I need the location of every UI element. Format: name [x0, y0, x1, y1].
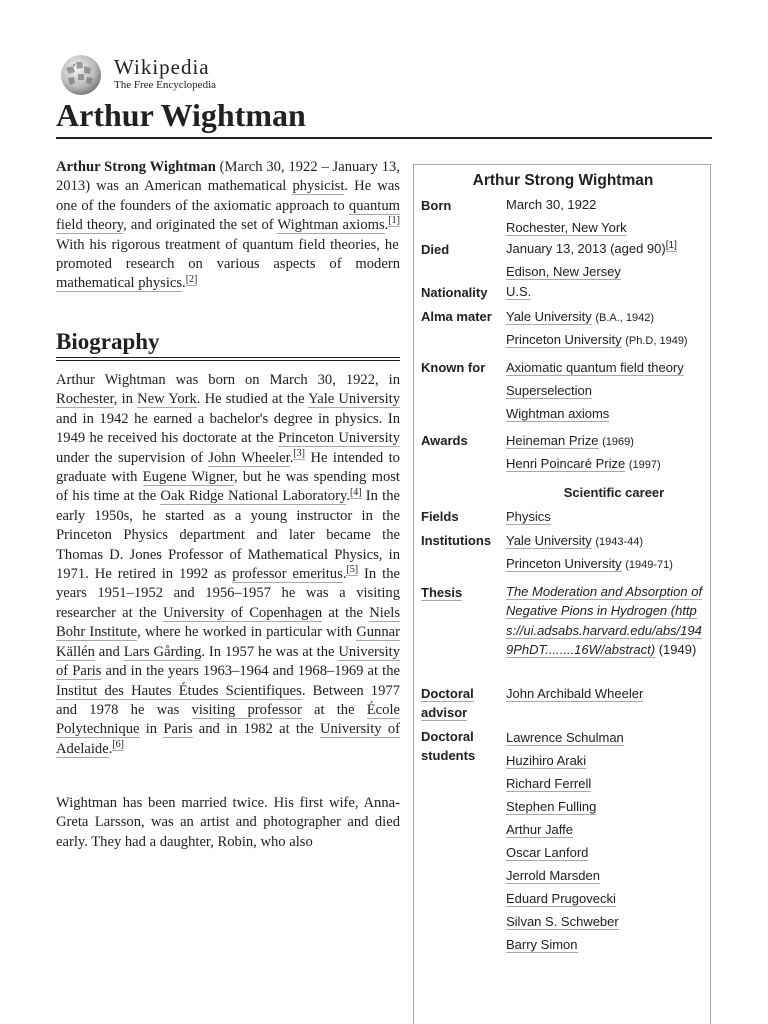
institution-note: (1949-71) — [625, 559, 673, 571]
infobox-value-nationality — [506, 282, 706, 305]
link-student[interactable]: Stephen Fulling — [506, 799, 597, 814]
infobox-title: Arthur Strong Wightman — [472, 172, 654, 189]
link-inst-princeton[interactable]: Princeton University — [506, 556, 622, 571]
link-student[interactable]: Arthur Jaffe — [506, 822, 573, 837]
link-heineman-prize[interactable]: Heineman Prize — [506, 433, 599, 448]
infobox-citation-1[interactable]: [1] — [665, 239, 677, 251]
bio-text: , where he worked in particular with — [137, 624, 357, 641]
bio-text: and in the years 1963–1964 and 1968–1969 at the — [101, 663, 401, 680]
bio-text: . — [289, 449, 294, 466]
born-date: March 30, 1922 — [506, 197, 597, 212]
bio-text: In the years 1951–1952 and 1956–1957 he was a visiting researcher at the — [56, 566, 400, 621]
wikipedia-wordmark: Wikipedia — [114, 55, 210, 79]
lead-text: . — [182, 275, 186, 292]
infobox-label-alma-mater: Alma mater — [421, 309, 492, 324]
infobox-section-scientific-career: Scientific career — [563, 485, 665, 500]
infobox-label-thesis — [421, 583, 462, 602]
link-yale-university[interactable]: Yale University — [308, 391, 400, 408]
bio-text: In the early 1950s, he started as a young instructor in the Princeton Physics department and later became the Thomas D. Jones Professor of Mathematical Physics, in 1971. He retired in 1992 as — [56, 488, 400, 583]
link-field-physics[interactable]: Physics — [506, 509, 551, 524]
infobox-value-alma-mater — [506, 307, 706, 353]
bio-text: . Between 1977 and 1978 he was — [56, 682, 400, 718]
citation-1[interactable]: [1] — [388, 215, 400, 227]
infobox-label-fields: Fields — [421, 509, 459, 524]
infobox-label-nationality: Nationality — [421, 285, 488, 300]
link-professor-emeritus[interactable]: professor emeritus — [232, 566, 343, 583]
award-note: (1997) — [628, 459, 661, 471]
infobox-value-known-for — [506, 358, 706, 427]
citation-4[interactable]: [4] — [349, 486, 362, 498]
infobox-label-institutions: Institutions — [421, 533, 492, 548]
lead-text: With his rigorous treatment of quantum field theories, he promoted research on various aspects of modern — [56, 236, 400, 273]
award-note: (1969) — [602, 436, 634, 448]
citation-5[interactable]: [5] — [346, 564, 359, 576]
section-divider — [56, 360, 400, 361]
link-alma-princeton[interactable]: Princeton University — [506, 332, 622, 347]
link-oak-ridge[interactable]: Oak Ridge National Laboratory — [160, 488, 347, 505]
link-student[interactable]: Jerrold Marsden — [506, 868, 600, 883]
infobox-value-awards — [506, 431, 706, 477]
bio-text: , but he was spending most of his time at the — [56, 469, 400, 505]
link-thesis-label[interactable]: Thesis — [421, 585, 463, 600]
subject-name: Arthur Strong Wightman — [56, 159, 216, 175]
link-known-wightman-axioms[interactable]: Wightman axioms — [506, 406, 610, 421]
infobox-label-known-for: Known for — [421, 360, 486, 375]
link-died-place[interactable]: Edison, New Jersey — [506, 264, 621, 279]
lead-text: . He was one of the founders of the axiomatic approach to — [56, 178, 400, 214]
link-advisor-wheeler[interactable]: John Archibald Wheeler — [506, 686, 644, 701]
link-born-place[interactable]: Rochester, New York — [506, 220, 627, 235]
bio-text: under the supervision of — [56, 449, 209, 466]
infobox-label-died: Died — [421, 242, 450, 257]
infobox-label-doctoral-advisor — [421, 684, 474, 722]
bio-text: , in — [113, 391, 138, 408]
link-thesis[interactable]: The Moderation and Absorption of Negative Pions in Hydrogen (https://ui.adsabs.harvard.edu/abs/1949PhDT........16W/abstract) — [506, 584, 703, 658]
link-known-superselection[interactable]: Superselection — [506, 383, 592, 398]
advisor-label-line[interactable]: Doctoral — [421, 686, 474, 701]
link-visiting-professor[interactable]: visiting professor — [191, 701, 302, 718]
link-student[interactable]: Eduard Prugovecki — [506, 891, 616, 906]
link-student[interactable]: Lawrence Schulman — [506, 730, 624, 745]
citation-2[interactable]: [2] — [185, 273, 198, 285]
students-label-line: Doctoral — [421, 729, 474, 744]
bio-text: in — [139, 721, 164, 738]
title-divider — [56, 137, 712, 139]
biography-paragraph — [56, 371, 400, 759]
bio-text: . In 1957 he was at the — [201, 643, 339, 660]
bio-text: at the — [301, 701, 367, 718]
link-student[interactable]: Oscar Lanford — [506, 845, 589, 860]
advisor-label-line[interactable]: advisor — [421, 705, 468, 720]
infobox-value-thesis — [506, 582, 706, 660]
link-university-of-paris[interactable]: University of Paris — [56, 643, 400, 680]
students-label-line: students — [421, 748, 476, 763]
link-student[interactable]: Silvan S. Schweber — [506, 914, 619, 929]
alma-note: (Ph.D, 1949) — [625, 335, 688, 347]
bio-text: and in 1982 at the — [192, 721, 320, 738]
lead-text: , and originated the set of — [123, 217, 278, 234]
link-nationality[interactable]: U.S. — [506, 284, 532, 299]
bio-text: . — [346, 488, 350, 505]
link-new-york[interactable]: New York — [137, 391, 197, 408]
infobox-value-born — [506, 195, 706, 241]
wikipedia-logo[interactable] — [56, 54, 256, 96]
bio-text: . He studied at the — [196, 391, 309, 408]
section-divider — [56, 357, 400, 358]
link-student[interactable]: Richard Ferrell — [506, 776, 592, 791]
link-john-wheeler[interactable]: John Wheeler — [208, 449, 290, 466]
infobox-label-born: Born — [421, 198, 452, 213]
thesis-year: (1949) — [655, 642, 697, 658]
citation-3[interactable]: [3] — [293, 447, 306, 459]
bio-text: . — [342, 566, 347, 583]
bio-text: He intended to graduate with — [56, 449, 400, 486]
link-ihes[interactable]: Institut des Hautes Études Scientifiques — [56, 682, 302, 699]
infobox-value-institutions — [506, 531, 706, 577]
link-student[interactable]: Barry Simon — [506, 937, 578, 952]
lead-paragraph — [56, 158, 400, 294]
link-eugene-wigner[interactable]: Eugene Wigner — [142, 469, 234, 486]
link-physicist[interactable]: physicist — [292, 178, 345, 195]
link-wightman-axioms[interactable]: Wightman axioms — [277, 217, 385, 234]
bio-text: and — [94, 643, 124, 660]
lead-text: (March 30, 1922 – January 13, 2013) was an American mathematical — [56, 159, 400, 195]
lead-text: . — [384, 217, 389, 234]
wikipedia-globe-icon — [56, 54, 106, 96]
alma-note: (B.A., 1942) — [595, 312, 655, 324]
link-inst-yale[interactable]: Yale University — [506, 533, 592, 548]
bio-text: Arthur Wightman was born on March 30, 1922, in — [56, 372, 400, 388]
citation-6[interactable]: [6] — [112, 738, 125, 750]
bio-text: and in 1942 he earned a bachelor's degree in physics. In 1949 he received his doctorate at the — [56, 410, 400, 447]
infobox-label-doctoral-students — [421, 727, 475, 765]
link-student[interactable]: Huzihiro Araki — [506, 753, 587, 768]
infobox — [413, 164, 711, 1024]
infobox-value-died — [506, 239, 706, 285]
link-university-of-adelaide[interactable]: University of Adelaide — [56, 721, 400, 757]
section-heading-biography: Biography — [56, 329, 160, 354]
page-title: Arthur Wightman — [56, 97, 306, 133]
link-quantum-field-theory[interactable]: quantum field theory — [56, 197, 400, 234]
link-mathematical-physics[interactable]: mathematical physics — [56, 275, 183, 292]
bio-text: . — [108, 740, 113, 757]
infobox-value-doctoral-advisor — [506, 684, 706, 707]
bio-text: at the — [322, 604, 370, 621]
died-date: January 13, 2013 (aged 90) — [506, 241, 666, 256]
link-university-of-copenhagen[interactable]: University of Copenhagen — [162, 604, 323, 621]
link-gunnar-kallen[interactable]: Gunnar Källén — [56, 624, 400, 660]
infobox-value-fields — [506, 507, 706, 530]
link-niels-bohr-institute[interactable]: Niels Bohr Institute — [56, 604, 401, 641]
link-paris[interactable]: Paris — [163, 721, 193, 738]
link-ecole-polytechnique[interactable]: École Polytechnique — [56, 701, 400, 738]
link-poincare-prize[interactable]: Henri Poincaré Prize — [506, 456, 626, 471]
personal-life-paragraph: Wightman has been married twice. His first wife, Anna-Greta Larsson, was an artist and photographer and died early. They had a daughter, Robin, who also — [56, 795, 400, 850]
infobox-value-doctoral-students — [506, 728, 706, 958]
wikipedia-tagline: The Free Encyclopedia — [114, 79, 217, 91]
infobox-label-awards: Awards — [421, 433, 468, 448]
link-known-aqft[interactable]: Axiomatic quantum field theory — [506, 360, 684, 375]
link-rochester[interactable]: Rochester — [56, 391, 114, 408]
link-lars-garding[interactable]: Lars Gårding — [123, 643, 202, 660]
institution-note: (1943-44) — [595, 536, 644, 548]
link-princeton-university[interactable]: Princeton University — [278, 430, 400, 447]
link-alma-yale[interactable]: Yale University — [506, 309, 592, 324]
